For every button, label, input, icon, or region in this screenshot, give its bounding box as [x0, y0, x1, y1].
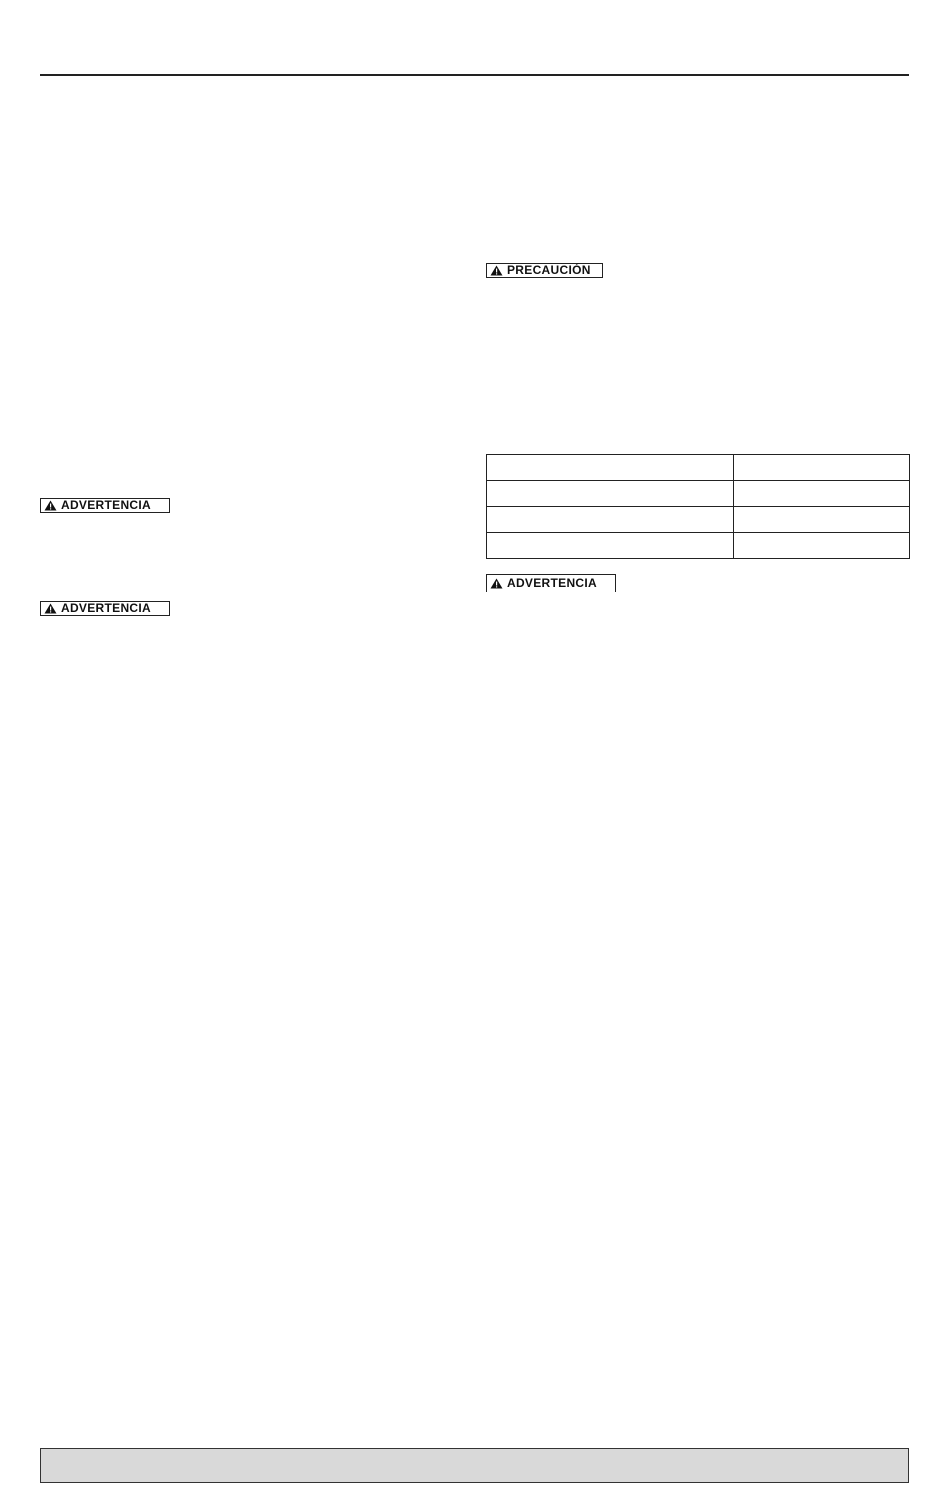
- warning-triangle-icon: [44, 603, 57, 614]
- table-cell: [734, 455, 910, 481]
- caution-badge-label: PRECAUCIÓN: [507, 263, 591, 277]
- warning-badge: [486, 574, 616, 592]
- table-row: [487, 481, 910, 507]
- table-cell: [734, 481, 910, 507]
- warning-badge-label: ADVERTENCIA: [507, 576, 597, 590]
- header-rule: [40, 74, 909, 76]
- warning-badge-label: ADVERTENCIA: [61, 498, 151, 512]
- warning-triangle-icon: [44, 500, 57, 511]
- table-row: [487, 533, 910, 559]
- warning-badge: [40, 498, 170, 513]
- spec-table: [486, 454, 910, 559]
- warning-triangle-icon: [490, 578, 503, 589]
- caution-badge: [486, 263, 603, 278]
- table-cell: [487, 455, 734, 481]
- table-cell: [487, 481, 734, 507]
- footer-bar: [40, 1448, 909, 1483]
- warning-badge: [40, 601, 170, 616]
- table-cell: [734, 507, 910, 533]
- warning-badge-label: ADVERTENCIA: [61, 601, 151, 615]
- table-row: [487, 455, 910, 481]
- table-cell: [734, 533, 910, 559]
- table-cell: [487, 533, 734, 559]
- table-cell: [487, 507, 734, 533]
- warning-triangle-icon: [490, 265, 503, 276]
- table-row: [487, 507, 910, 533]
